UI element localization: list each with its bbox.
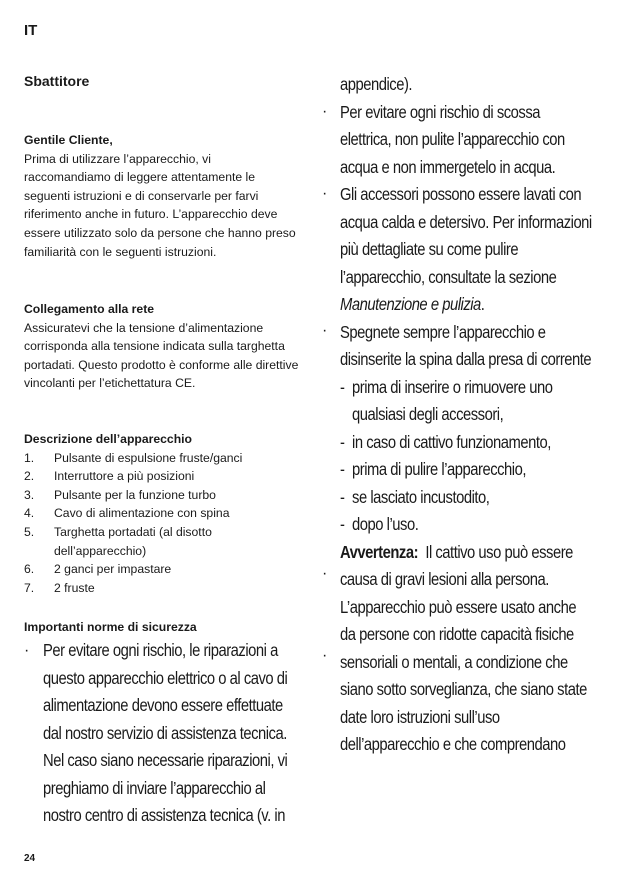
safety-item-reduced-capacity: L’apparecchio può essere usato anche da persone con ridotte capacità fisiche sensoriali o mentali, a condizione che siano sotto sorveglianza, che siano state date loro istruzioni sull’uso dell’apparecchio e che comprendano [340, 596, 587, 754]
safety-item-repairs-continued: appendice). [340, 74, 413, 94]
right-column [340, 71, 595, 759]
safety-item-unplug: Spegnete sempre l’apparecchio e disinserite la spina dalla presa di corrente [340, 321, 592, 369]
list-item: 3. Pulsante per la funzione turbo [24, 487, 216, 502]
intro-heading: Gentile Cliente, [24, 133, 113, 147]
page-number: 24 [24, 853, 36, 864]
power-connection-section [24, 300, 299, 393]
list-item: - dopo l’uso. [340, 514, 419, 534]
bullet-icon: · [322, 322, 328, 339]
bullet-icon: · [322, 647, 328, 664]
bullet-icon: · [24, 642, 30, 659]
unplug-conditions-list [340, 374, 595, 539]
section-reference: Manutenzione e pulizia [340, 294, 481, 314]
list-item: 5. Targhetta portadati (al disotto dell’apparecchio) [24, 524, 212, 558]
list-item: 4. Cavo di alimentazione con spina [24, 506, 230, 521]
list-item: - in caso di cattivo funzionamento, [340, 431, 551, 452]
list-item: 2. Interruttore a più posizioni [24, 469, 195, 484]
power-connection-heading: Collegamento alla rete [24, 302, 155, 316]
bullet-icon: · [322, 185, 328, 202]
intro-section [24, 131, 299, 261]
safety-item-accessories: Gli accessori possono essere lavati con acqua calda e detersivo. Per informazioni più dettagliate su come pulire l’apparecchio, consultate la sezione Manutenzione e pulizia. [340, 184, 592, 314]
list-item: 6. 2 ganci per impastare [24, 562, 172, 577]
safety-item-warning: Avvertenza: Il cattivo uso può essere causa di gravi lesioni alla persona. [340, 541, 573, 589]
list-item: 7. 2 fruste [24, 580, 95, 595]
intro-text: Prima di utilizzare l’apparecchio, vi raccomandiamo di leggere attentamente le seguenti istruzioni e di conservarle per farvi riferimento anche in futuro. L’apparecchio deve essere utilizzato solo da persone che hanno preso familiarità con le seguenti istruzioni. [24, 151, 296, 259]
safety-item-cleaning: Per evitare ogni rischio di scossa elettrica, non pulite l’apparecchio con acqua e non immergetelo in acqua. [340, 101, 565, 177]
list-item: - prima di inserire o rimuovere uno qualsiasi degli accessori, [340, 376, 553, 424]
parts-list [24, 449, 299, 598]
safety-heading: Importanti norme di sicurezza [24, 620, 197, 634]
page-title: Sbattitore [24, 73, 90, 89]
bullet-icon: · [322, 103, 328, 120]
list-item: - prima di pulire l’apparecchio, [340, 459, 527, 479]
safety-item-repairs: Per evitare ogni rischio, le riparazioni a questo apparecchio elettrico o al cavo di alimentazione devono essere effettuate dal nostro servizio di assistenza tecnica. Nel caso siano necessarie riparazioni, vi preghiamo di inviare l’apparecchio al nostro centro di assistenza tecnica (v. in [43, 640, 288, 825]
bullet-icon: · [322, 565, 328, 582]
power-connection-text: Assicuratevi che la tensione d’alimentazione corrisponda alla tensione indicata sulla targhetta portadati. Questo prodotto è conforme alle direttive vincolanti per l’etichettatura CE. [24, 320, 299, 391]
list-item: - se lasciato incustodito, [340, 486, 490, 507]
description-heading: Descrizione dell’apparecchio [24, 432, 192, 446]
language-code: IT [24, 22, 38, 39]
list-item: 1. Pulsante di espulsione fruste/ganci [24, 450, 243, 465]
description-section [24, 430, 299, 597]
